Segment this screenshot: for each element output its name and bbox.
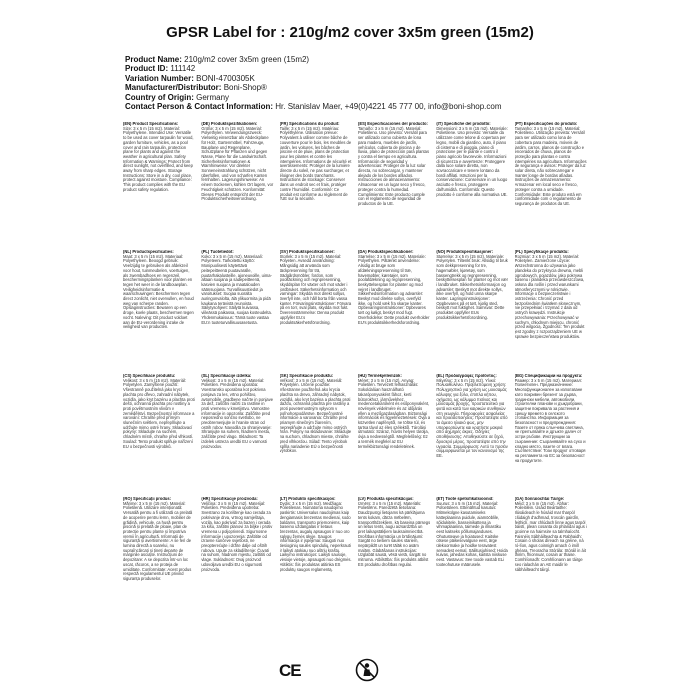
cell-heading: (LV) Produkta specifikācijas: — [357, 497, 414, 501]
cell-text: Størrelse: 3 x 5 m (15 m2). Materiale: Polyethylen. Påtænkt anvendelse: Alsidig at bruge som afdækningspresenning til træ, havemøbler, køretøjer, som poolafdækning og regnpresenning, beskyttelsesplan for planter og mod vejret i landbruget. Sikkerhedsinformation og advarsler: Beskyt mod direkte sollys, overfyld ikke, og hold væk fra skarpe kanter. Opbevaringsinstruktioner: Opbevares tørt og køligt, beskyt mod fugt. Overholdelse: Dette produkt overholder EU's produktsikkerhedsforordning. — [357, 253, 430, 325]
translation-cell — [280, 122, 352, 250]
cell-heading: (NO) Produktspesifikasjoner: — [436, 250, 493, 254]
translations-row — [123, 250, 587, 374]
cell-text: Dydis: 3 x 5 m (15 m2). Medžiaga: Polietilenas. Numatoma naudojimo paskirtis: Universalus naudojimas kaip dengiamasis brezentas medienai, sodo baldams, transporto priemonėms, kaip baseino uždangalas ir lietaus brezentas, augalų apsaugos ir nuo oro sąlygų žemės ūkyje. Saugos informacija ir įspėjimai: Saugoti nuo tiesioginių saulės spindulių, neperkrauti ir laikyti atokiau nuo aštrių kraštų. Laikymo instrukcijos: Laikyti sausoje, vėsioje vietoje, apsaugoti nuo drėgmės. Atitiktis: Šis produktas atitinka ES produktų saugos reglamentą. — [279, 500, 352, 572]
translation-cell — [123, 497, 195, 633]
cell-text: Méid: 3 x 5 m (15 m2). Ábhar: Poileitiléin. Úsáid Beartaithe: Ilúsáideach le húsáid mar tharpól clúdaigh d'adhmad, troscán gairdín, feithiclí, mar chlúdach linne agus tarpól báistí, plean cosanta do phlandaí agus i gcoinne na haimsire sa talmhaíocht. Faisnéis Sábháilteachta & Rabhaidh: Cosain ó sholas díreach na gréine, ná ró-líon, agus coinnigh amach ó imill ghéara. Treoracha Stórála: Stóráil in áit thirim, fhionnuar, cosain ar thaise. Comhlíonadh: Comhlíonann an táirge seo rialachán an AE maidir le sábháilteacht táirgí. — [514, 500, 587, 572]
cell-heading: (DE) Produktspezifikationen: — [201, 122, 258, 126]
translations-row — [123, 497, 587, 633]
translation-cell — [201, 374, 273, 497]
cell-text: Rozmiar: 3 x 5 m (15 m2). Materiał: Polietylen. Zamierzone użycie: Wszechstronna do używania jako plandeka do przykrycia drewna, mebli ogrodowych, pojazdów, jako pokrywa basenu i plandeka przeciwdeszczowa, osłona dla roślin i przed warunkami atmosferycznymi w rolnictwie. Informacje o bezpieczeństwie i ostrzeżenia: Chronić przed bezpośrednim światłem słonecznym, nie przepełniać i trzymać z dala od ostrych krawędzi. Instrukcje przechowywania: Przechowywać w suchym, chłodnym miejscu, chronić przed wilgocią. Zgodność: Ten produkt jest zgodny z rozporządzeniem UE w sprawie bezpieczeństwa produktów. — [514, 253, 585, 339]
cell-text: Veľkosť: 3 x 5 m (15 m2). Materiál: Polyetylén. Určené použitie: Všestranne použiteľná ako krycia plachta na drevo, záhradný nábytok, vozidlá, ako kryt bazéna a plachta proti dažďu, ochranná plachta pre rastliny a proti poveternostným vplyvom v poľnohospodárstve. Bezpečnostné informácie a varovania: Chráňte pred priamym slnečným žiarením, nepreplňujte a udržujte mimo ostrých hrán. Pokyny na skladovanie: Skladujte na suchom, chladnom mieste, chráňte pred vlhkosťou. Súlad: Tento výrobok spĺňa nariadenie EÚ o bezpečnosti výrobkov. — [279, 377, 352, 454]
translation-cell — [436, 374, 508, 497]
info-label: Variation Number: — [125, 73, 194, 83]
translation-cell — [201, 250, 273, 374]
info-label: Contact Person & Contact Information: — [125, 102, 274, 112]
cell-text: Velikost: 3 x 5 m (15 m2). Material: Polietilen. Predvidena uporaba: Vsestransko uporabna kot pokrivna ponjava za les, vrtno pohištvo, avtomobile, gradbene načrte in ponjave za dež, zaščitni načrti za rastline in proti vremenu v kmetijstvu. Varnostne informacije in opozorila: Zaščitite pred neposredno sončno svetlobo, ne preobremenjujte in hranite stran od ostrih robov. Navodila za shranjevanje: Shranjujte na suhem, hladnem mestu, zaščitite pred vlago. Skladnost: Ta izdelek ustreza uredbi EU o varnosti proizvodov. — [201, 377, 274, 449]
translations-row — [123, 374, 587, 497]
compliance-icons — [0, 658, 700, 684]
cell-heading: (BG) Спецификации на продукта: — [514, 374, 583, 378]
cell-text: Mărime: 3 x 5 m (15 m2). Material: Polietilenă. Utilizare intenționată: Versatilă pentru a fi utilizată ca prelată de acoperire pentru lemn, mobilier de grădină, vehicule, ca husă pentru piscină și prelată de ploaie, plan de protecție pentru plante și împotriva vremii în agricultură. Informații de siguranță și avertismente: A se feri de lumina directă a soarelui, nu supraîncărcați și țineți departe de marginile ascuțite. Instrucțiuni de depozitare: A se depozita într-un loc uscat, răcoros, a se proteja de umiditate. Conformitate: Acest produs respectă regulamentul UE privind siguranța produselor. — [123, 500, 193, 581]
cell-heading: (CS) Specifikace produktu: — [123, 374, 176, 378]
translations-row — [123, 122, 587, 250]
translation-cell — [358, 374, 430, 497]
ce-mark-icon: CE — [279, 661, 301, 680]
cell-text: Dimensioni: 3 x 5 m (15 m2). Materiale: Polietilene. Uso previsto: Versatile da utilizzare come telone di copertura per legno, mobili da giardino, auto, il piano di cisterna e di pioggia, piano di protezione per le piante e contro il piano agricolo favorevole. Informazioni di sicurezza e avvertenze: Proteggere dalla luce solare diretta, non sovraccaricare e tenere lontano da bordi affilati. Istruzioni per la conservazione: Conservare in un luogo asciutto e fresco, proteggere dall'umidità. Conformità: Questo prodotto è conforme alla normativa UE. — [436, 125, 508, 197]
cell-heading: (LT) Produkto specifikacijos: — [279, 497, 336, 501]
translation-cell — [201, 497, 273, 633]
cell-text: Suurus: 3 x 5 m (15 m2). Materjal: Polüetüleen. Ettenähtud kasutus: Mitmekülgne kasutamiseks katteplaanina puidule, aiamööblile, sõidukitele, basseinikattena ja vihmaplaanina, taimede ja ilmastiku eest kaitseks põllumajanduses. Ohutusteave ja hoiatused: Kaitske otsese päikesevalguse eest, ärge ülekoormake ja hoidke teravatest servadest eemal. Säilitusjuhised: Hoida kuivas, jahedas kohas, kaitsta niiskuse eest. Vastavus: See toode vastab ELi tooteohutuse määrusele. — [436, 500, 508, 567]
cell-heading: (FR) Spécifications du produit: — [279, 122, 340, 126]
translation-cell — [280, 250, 352, 374]
translation-cell — [515, 374, 587, 497]
cell-text: Maat: 3 x 5 m (15 m2). Materiaal: Polyethyleen. Beoogd gebruik: Veelzijdig te gebruiken als afdekzeil voor hout, tuinmeubelen, voertuigen, als zwembadhoes en regenzeil, beschermingsplanken voor planten en tegen het weer in de landbouwplan. Veiligheidsinformatie & waarschuwingen: Beschermen tegen direct zonlicht, niet overvullen, en houd weg van scherpe randen. Opslaginstructies: Bewaren op een droge, koele plaats, beschermen tegen vocht. Naleving: Dit product voldoet aan de EU-verordening inzake de veiligheid van producten. — [123, 253, 194, 330]
cell-heading: (NL) Productspecificaties: — [123, 250, 174, 254]
info-row — [125, 83, 645, 92]
product-info-block — [125, 55, 645, 111]
translation-cell — [358, 497, 430, 633]
cell-text: Velikost: 3 x 5 m (15 m2). Materiál: Polyetylen. Zamýšlené použití: Všestranně použitelná jako krycí plachta pro dřevo, zahradní nábytek, vozidla, jako kryt bazénu a plachta proti dešti, ochranná plachta pro rostliny a proti povětrnostním vlivům v zemědělství. Bezpečnostní informace a varování: Chraňte před přímým slunečním světlem, nepřeplňujte a udržujte mimo ostré hrany. Skladovací pokyny: Skladujte na suchém, chladném místě, chraňte před vlhkostí. Soulad: Tento produkt splňuje nařízení EU o bezpečnosti výrobků. — [123, 377, 195, 449]
translation-cell — [436, 250, 508, 374]
cell-heading: (GA) Sonraíochtaí Táirge: — [514, 497, 565, 501]
cell-text: Storlek: 3 x 5 m (15 m2). Material: Polyeten. Avsedd användning: Mångsidig att använda som täckpresenning för trä, trädgårdsmöbler, fordon, som pooltäckning och regnpresenning, skyddsplan för växter och mot väder i jordbruket. Säkerhetsinformation och varningar: Skydda mot direkt solljus, överfyll inte, och håll borta från vassa kanter. Förvaringsinstruktioner: Förvara på en torr, sval plats, skydda mot fukt. Överensstämmelse: Denna produkt uppfyller EU:s produktsäkerhetsförordning. — [279, 253, 352, 325]
cell-heading: (EN) Product Specifications: — [123, 122, 179, 126]
translation-cell — [358, 250, 430, 374]
translation-cell — [280, 374, 352, 497]
cell-heading: (SV) Produktspecifikationer: — [279, 250, 335, 254]
info-value: 111142 — [170, 64, 196, 74]
cell-text: Размер: 3 x 5 m (15 m2). Материал: Полиетилен. Предназначение: Многофункционален за използване като покривен брезент за дърва, градински мебели, автомобили, строителни планове и дъждобрани, защитни покривала за растения и срещу времето в селското стопанство. Информация за безопасност и предупреждения: Пазете от пряка слънчева светлина, не препълвайте и дръжте далеч от остри ръбове. Инструкции за съхранение: Съхранявайте на сухо и хладно място, пазете от влага. Съответствие: Този продукт отговаря на регламента на ЕС за безопасност на продуктите. — [514, 377, 586, 463]
translation-cell — [436, 497, 508, 633]
cell-text: Tamanho: 3 x 5 m (15 m2). Material: Polietileno. Utilização prevista: Versátil para ser utilizado como lona de cobertura para madeira, móveis de jardim, carros, planos de construção e encerados de chuva, planos de proteção para plantas e contra intempéries na agricultura. Informações de segurança e avisos: Proteger da luz solar direta, não sobrecarregar e manter longe de bordas afiadas. Instruções de armazenamento: Armazenar em local seco e fresco, proteger contra a umidade. Conformidade: Este produto está em conformidade com o regulamento de segurança de produtos da UE. — [514, 125, 587, 206]
cell-heading: (PT) Especificações do produto: — [514, 122, 578, 126]
translation-cell — [436, 122, 508, 250]
cell-heading: (HU) Termékjellemzők: — [357, 374, 402, 378]
info-value: Hr. Stanislav Maer, +49(0)4221 45 777 00, info@boni-shop.com — [275, 102, 502, 112]
cell-text: Veličina: 3 x 5 m (15 m2). Materijal: Polietilen. Predviđena upotreba: Svestrano za korištenje kao cerada za pokrivanje drva, vrtnog namještaja, vozila, kao pokrivač za bazen i cerada za kišu, zaštitni planovi za biljke i protiv vremena u poljoprivredi. Sigurnosne informacije i upozorenja: Zaštitite od izravne sunčeve svjetlosti, ne preopterećujte i držite dalje od oštrih rubova. Upute za skladištenje: Čuvati na suhom, hladnom mjestu, zaštititi od vlage. Sukladnost: Ovaj proizvod udovoljava uredbi EU o sigurnosti proizvoda. — [201, 500, 273, 572]
cell-text: Tamaño: 3 x 5 m (15 m2). Material: Polietileno. Uso previsto: Versátil para ser utilizado como cubierta de lona para madera, muebles de jardín, vehículos, cubierta de piscina y de lluvia, plano de protección para plantas y contra el tiempo en agricultura. Información de seguridad y advertencias: Proteger de la luz solar directa, no sobrecargar, y mantener alejado de los bordes afilados. Instrucciones de almacenamiento: Almacenar en un lugar seco y fresco, proteger contra la humedad. Cumplimiento: Este producto cumple con el reglamento de seguridad de productos de la UE. — [357, 125, 429, 206]
info-value: Boni-Shop® — [223, 83, 267, 93]
cell-text: Größe: 3 x 5 m (15 m2). Material: Polyethylen. Verwendungszweck: Vielseitig einsetzbar als Abdeckplane für Holz, Gartenmöbel, Fahrzeuge, Bauplane und Regenplane, Schutzplane für Pflanzen und gegen Nässe, Plane für die Landwirtschaft. Sicherheitsinformationen & Warnhinweise: Vor direkter Sonneneinstrahlung schützen, nicht überfüllen, und von scharfen Kanten fernhalten. Lagerungshinweise: An einem trockenen, kühlen Ort lagern, vor Feuchtigkeit schützen. Konformität: Dieses Produkt entspricht der EU-Produktsicherheitsverordnung. — [201, 125, 274, 202]
info-label: Manufacturer/Distributor: — [125, 83, 222, 93]
translation-cell — [201, 122, 273, 250]
info-value: BONI-4700305K — [196, 73, 255, 83]
cell-heading: (EL) Προδιαγραφές προϊόντος: — [436, 374, 497, 378]
not-for-children-icon — [355, 658, 379, 682]
info-row — [125, 102, 645, 111]
cell-text: Μέγεθος: 3 x 5 m (15 m2). Υλικό: Πολυαιθυλένιο. Προβλεπόμενη χρήση: Πολυχρηστικό για χρήση ως μουσαμάς κάλυψης για ξύλο, έπιπλα κήπου, οχήματα, ως κάλυμμα πισίνας και μουσαμάς βροχής, προστατευτικό για φυτά και κατά των καιρικών συνθηκών στη γεωργία. Πληροφορίες ασφαλείας και προειδοποιήσεις: Προστατέψτε από το άμεσο ηλιακό φως, μην υπερφορτώνετε και κρατήστε μακριά από αιχμηρές άκρες. Οδηγίες αποθήκευσης: Αποθηκεύστε σε ξηρό, δροσερό μέρος, προστατέψτε από την υγρασία. Συμμόρφωση: Αυτό το προϊόν συμμορφώνεται με τον κανονισμό της ΕΕ. — [436, 377, 508, 458]
info-row — [125, 64, 645, 73]
cell-heading: (SL) Specifikacije izdelka: — [201, 374, 252, 378]
cell-text: Størrelse: 3 x 5 m (15 m2). Materiale: Polyetylen. Tiltenkt bruk: Allsidig til bruk som dekkpresenning for tre, hagemøbler, kjøretøy, som bassengtrekk og regnpresenning, beskyttelsesplan for planter og mot vær i landbruket. Sikkerhetsinformasjon og advarsler: Beskytt mot direkte sollys, ikke overfyll, og hold unna skarpe kanter. Lagringsinstruksjoner: Oppbevares på et tørt, kjølig sted, beskytt mot fuktighet. Samsvar: Dette produktet oppfyller EUs produktsikkerhetsforordning. — [436, 253, 508, 320]
cell-heading: (SK) Špecifikácie produktu: — [279, 374, 334, 378]
cell-text: Taille: 3 x 5 m (15 m2). Matériau: Polyéthylène. Utilisation prévue: Polyvalent à utiliser comme bâche de couverture pour le bois, les meubles de jardin, les voitures, les bâches de piscine et de pluie, plans de protection pour les plantes et contre les intempéries. Informations de sécurité et avertissements: Protéger de la lumière directe du soleil, ne pas surcharger, et éloigner des bords tranchants. Instructions de stockage: Conserver dans un endroit sec et frais, protéger contre l'humidité. Conformité: Ce produit est conforme au règlement de l'UE sur la sécurité. — [279, 125, 352, 202]
info-label: Product Name: — [125, 55, 182, 64]
cell-heading: (PL) Tuotetiedot: — [201, 250, 234, 254]
translation-cell — [123, 374, 195, 497]
cell-text: Izmērs: 3 x 5 m (15 m2). Materiāls: Polietilēns. Paredzētā lietošana: Daudzpusīgi lietojams kā pārklājuma tents kokam, dārza mēbelēm, transportlīdzekļiem, kā baseina pārsegs un lietus tents, augu aizsardzība un pret laikapstākļiem lauksaimniecībā. Drošības informācija un brīdinājumi: Sargāt no tiešiem saules stariem, nepārpildīt un turēt tālāk no asām malām. Glabāšanas instrukcijas: Uzglabāt sausā, vēsā vietā, sargāt no mitruma. Atbilstība: Šis produkts atbilst ES produktu drošības regulai. — [357, 500, 431, 567]
info-row — [125, 55, 645, 64]
cell-heading: (ES) Especificaciones del producto: — [357, 122, 428, 126]
cell-heading: (PL) Specyfikacje produktu: — [514, 250, 569, 254]
cell-heading: (IT) Specifiche del prodotto: — [436, 122, 491, 126]
cell-heading: (DA) Produktspecifikationer: — [357, 250, 414, 254]
page-title: GPSR Label for : 210g/m2 cover 3x5m green (15m2) — [166, 24, 534, 41]
cell-heading: (RO) Specificații produs: — [123, 497, 171, 501]
translation-cell — [515, 122, 587, 250]
translation-cell — [280, 497, 352, 633]
info-value: Germany — [196, 92, 230, 102]
info-row — [125, 74, 645, 83]
cell-text: Size: 3 x 5 m (15 m2). Material: Polyethylene. Intended Use: Versatile to be used as cover tarpaulin for wood, garden furniture, vehicles, as a pool cover and rain tarpaulin, protection plane for plants and against the weather in agricultural plan. Safety Information & Warnings: Protect from direct sunlight, not overfilled, and keep away from sharp edges. Storage Instructions: Store in a dry, cool place, protect against moisture. Compliance: This product complies with the EU product safety regulation. — [123, 125, 194, 192]
translation-cell — [358, 122, 430, 250]
translation-cell — [123, 250, 195, 374]
info-label: Country of Origin: — [125, 92, 194, 102]
info-row — [125, 93, 645, 102]
cell-heading: (HR) Specifikacije proizvoda: — [201, 497, 258, 501]
info-value: 210g/m2 cover 3x5m green (15m2) — [184, 55, 310, 64]
cell-text: Koko: 3 x 5 m (15 m2). Materiaali: Polyeteeni. Tarkoitettu käyttö: Monipuolisesti käytettävä peitepeitteenä puutavaralle, puutarhakalusteille, ajoneuvoille, uima-altaan suojana ja sadepeitteenä, kasvien suojana ja maatalouden säänsuojana. Turvallisuustiedot ja varoitukset: Suojaa suoralta auringonvalolta, älä ylikuormita ja pidä kaukana terävistä reunoista. Säilytysohjeet: Säilytä kuivassa, viileässä paikassa, suojaa kosteudelta. Yhdenmukaisuus: Tämä tuote vastaa EU:n tuoteturvallisuusasetusta. — [201, 253, 272, 325]
cell-text: Méret: 3 x 5 m (15 m2). Anyag: Polietilén. Tervezett felhasználás: Sokoldalúan használható takaróponyvaként fához, kerti bútorokhoz, járművekhez, medencetakaróként és esőponyvaként, növények védelmére és az időjárás ellen a mezőgazdaságban. Biztonsági információk és figyelmeztetések: Óvja a közvetlen napfénytől, ne töltse túl, és tartsa távol az éles szélektől. Tárolási útmutató: Száraz, hűvös helyen tárolja, óvja a nedvességtől. Megfelelőség: Ez a termék megfelel az EU termékbiztonsági rendeletének. — [357, 377, 431, 449]
translation-cell — [515, 250, 587, 374]
cell-heading: (ET) Toote spetsifikatsioonid: — [436, 497, 494, 501]
translation-cell — [515, 497, 587, 633]
translation-cell — [123, 122, 195, 250]
translations-grid — [123, 122, 587, 633]
info-label: Product ID: — [125, 64, 169, 74]
